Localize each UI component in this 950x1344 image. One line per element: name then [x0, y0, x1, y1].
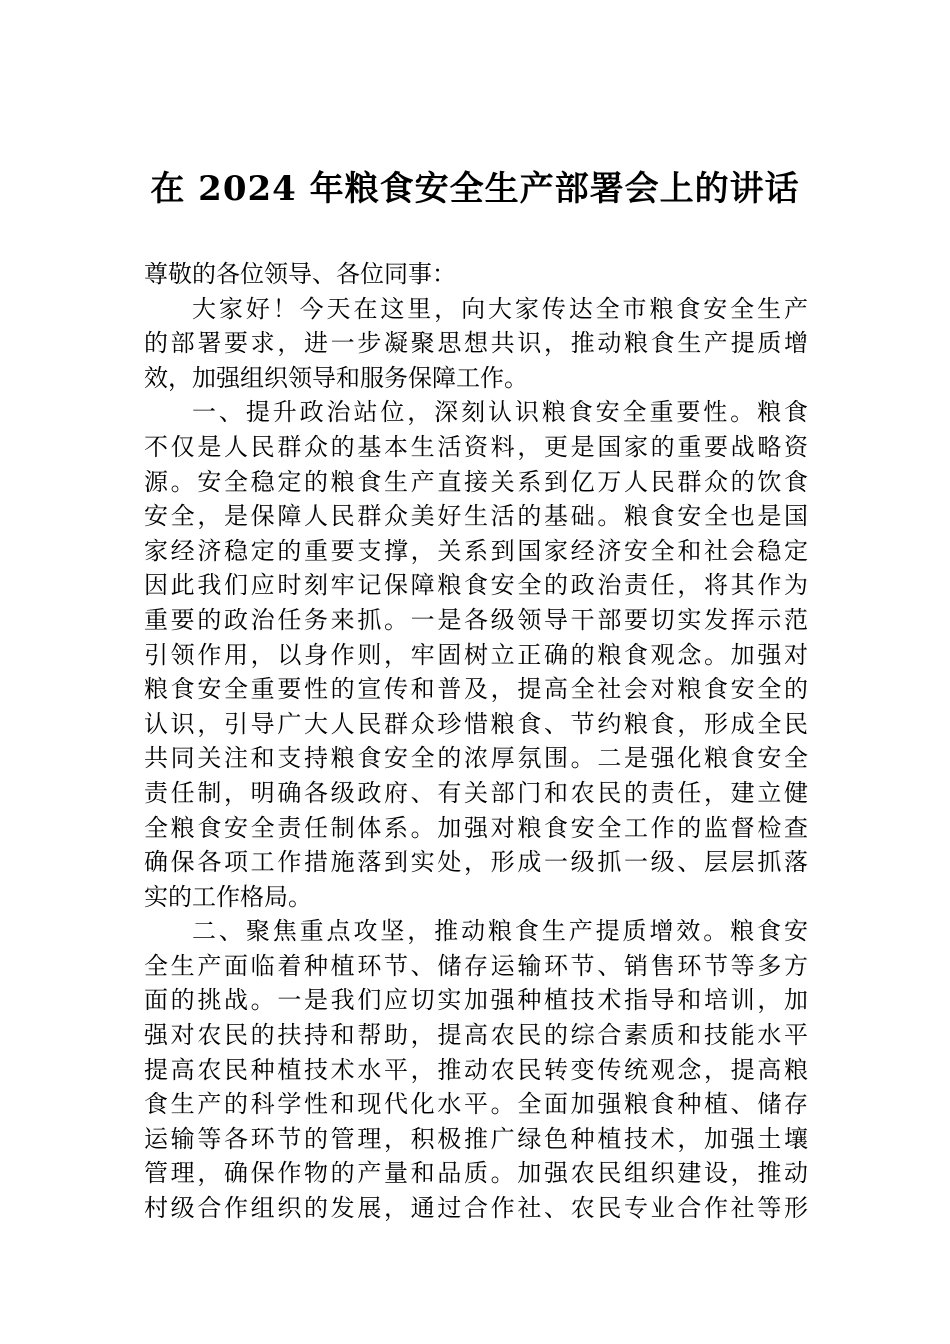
- body-line: 实的工作格局。: [144, 882, 312, 911]
- body-line: 安全，是保障人民群众美好生活的基础。粮食安全也是国: [144, 502, 808, 531]
- body-line: 全生产面临着种植环节、储存运输环节、销售环节等多方: [144, 951, 808, 980]
- body-line: 管理，确保作物的产量和品质。加强农民组织建设，推动: [144, 1159, 808, 1188]
- body-line: 强对农民的扶持和帮助，提高农民的综合素质和技能水平: [144, 1021, 808, 1050]
- body-line: 源。安全稳定的粮食生产直接关系到亿万人民群众的饮食: [144, 467, 808, 496]
- body-line: 效，加强组织领导和服务保障工作。: [144, 363, 528, 392]
- body-line: 大家好！今天在这里，向大家传达全市粮食安全生产: [192, 294, 808, 323]
- body-line: 村级合作组织的发展，通过合作社、农民专业合作社等形: [144, 1194, 808, 1223]
- body-line: 食生产的科学性和现代化水平。全面加强粮食种植、储存: [144, 1090, 808, 1119]
- body-line: 运输等各环节的管理，积极推广绿色种植技术，加强土壤: [144, 1124, 808, 1153]
- body-line: 面的挑战。一是我们应切实加强种植技术指导和培训，加: [144, 986, 808, 1015]
- body-line: 重要的政治任务来抓。一是各级领导干部要切实发挥示范: [144, 605, 808, 634]
- document-title: 在 2024 年粮食安全生产部署会上的讲话: [150, 169, 800, 209]
- body-line: 不仅是人民群众的基本生活资料，更是国家的重要战略资: [144, 432, 808, 461]
- body-line: 确保各项工作措施落到实处，形成一级抓一级、层层抓落: [144, 848, 808, 877]
- body-line: 家经济稳定的重要支撑，关系到国家经济安全和社会稳定: [144, 536, 808, 565]
- document-body: [144, 257, 808, 1226]
- salutation-line: 尊敬的各位领导、各位同事：: [144, 260, 456, 288]
- body-line: 因此我们应时刻牢记保障粮食安全的政治责任，将其作为: [144, 571, 808, 600]
- body-line: 的部署要求，进一步凝聚思想共识，推动粮食生产提质增: [144, 329, 808, 358]
- body-line: 认识，引导广大人民群众珍惜粮食、节约粮食，形成全民: [144, 709, 808, 738]
- section-heading-line: 二、聚焦重点攻坚，推动粮食生产提质增效。粮食安: [192, 917, 808, 946]
- section-heading-line: 一、提升政治站位，深刻认识粮食安全重要性。粮食: [192, 398, 808, 427]
- body-line: 引领作用，以身作则，牢固树立正确的粮食观念。加强对: [144, 640, 808, 669]
- body-line: 共同关注和支持粮食安全的浓厚氛围。二是强化粮食安全: [144, 744, 808, 773]
- body-line: 提高农民种植技术水平，推动农民转变传统观念，提高粮: [144, 1055, 808, 1084]
- body-line: 全粮食安全责任制体系。加强对粮食安全工作的监督检查: [144, 813, 808, 842]
- body-line: 粮食安全重要性的宣传和普及，提高全社会对粮食安全的: [144, 675, 808, 704]
- body-line: 责任制，明确各级政府、有关部门和农民的责任，建立健: [144, 778, 808, 807]
